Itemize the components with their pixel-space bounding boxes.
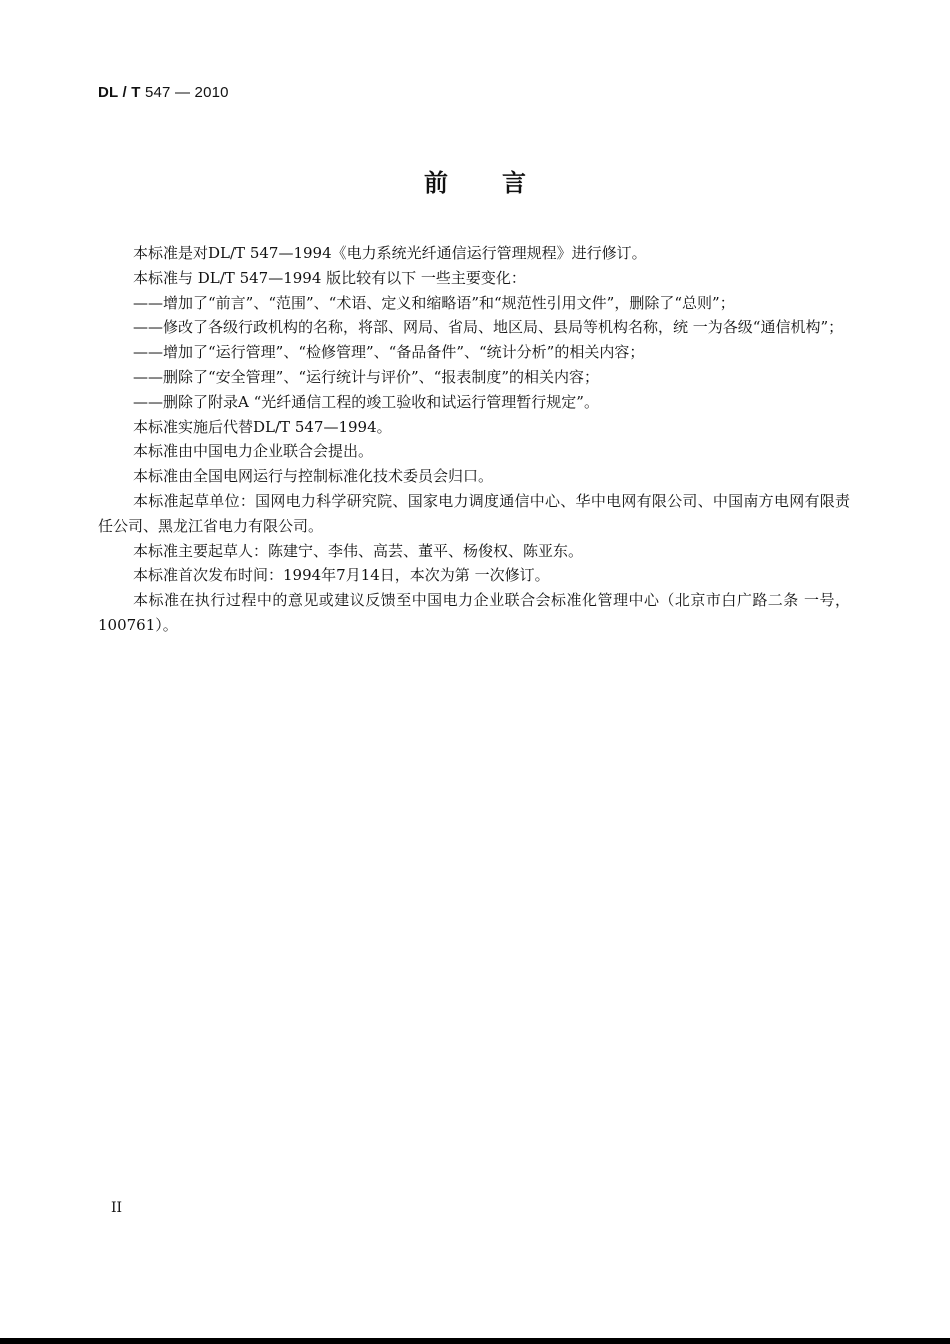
standard-code-number: 547 — 2010	[140, 84, 229, 101]
paragraph-first-release: 本标准首次发布时间：1994年7月14日，本次为第 一次修订。	[133, 566, 550, 585]
document-body	[98, 241, 850, 638]
paragraph-proposed-by: 本标准由中国电力企业联合会提出。	[133, 442, 374, 461]
paragraph-replaces: 本标准实施后代替DL/T 547—1994。	[133, 417, 392, 436]
paragraph-changes-intro: 本标准与 DL/T 547—1994 版比较有以下 一些主要变化：	[133, 268, 526, 287]
list-item-change-1: ——增加了“前言”、“范围”、“术语、定义和缩略语”和“规范性引用文件”，删除了“总则”；	[133, 293, 735, 312]
page-number: II	[111, 1200, 123, 1216]
paragraph-administered-by: 本标准由全国电网运行与控制标准化技术委员会归口。	[133, 467, 494, 486]
paragraph-drafters: 本标准主要起草人：陈建宁、李伟、高芸、董平、杨俊权、陈亚东。	[133, 541, 584, 560]
list-item-change-3: ——增加了“运行管理”、“检修管理”、“备品备件”、“统计分析”的相关内容；	[133, 343, 645, 362]
list-item-change-5: ——删除了附录A “光纤通信工程的竣工验收和试运行管理暂行规定”。	[133, 392, 599, 411]
list-item-change-4: ——删除了“安全管理”、“运行统计与评价”、“报表制度”的相关内容；	[133, 367, 600, 386]
paragraph-revision-of: 本标准是对DL/T 547—1994《电力系统光纤通信运行管理规程》进行修订。	[133, 244, 647, 262]
standard-code-header	[98, 84, 229, 101]
bottom-border	[0, 1338, 950, 1344]
paragraph-feedback: 本标准在执行过程中的意见或建议反馈至中国电力企业联合会标准化管理中心（北京市白广路二条 一号，100761）。	[98, 591, 850, 634]
standard-code-prefix: DL / T	[98, 84, 141, 101]
paragraph-drafting-units: 本标准起草单位：国网电力科学研究院、国家电力调度通信中心、华中电网有限公司、中国南方电网有限责任公司、黑龙江省电力有限公司。	[98, 491, 850, 535]
list-item-change-2: ——修改了各级行政机构的名称，将部、网局、省局、地区局、县局等机构名称，统 一为各级“通信机构”；	[133, 318, 844, 337]
page-title: 前言	[424, 169, 580, 197]
